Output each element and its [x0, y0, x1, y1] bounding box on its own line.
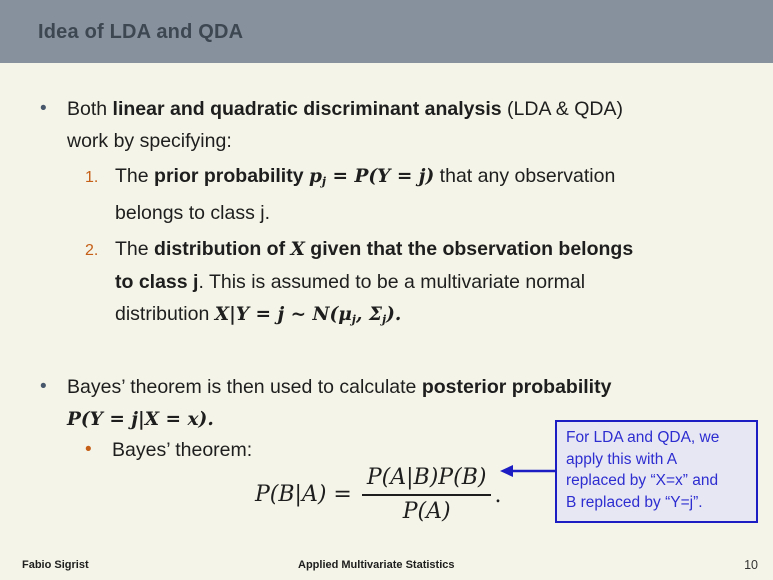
- math-subscript: j: [351, 311, 356, 326]
- text-run-bold: given that the observation belongs: [304, 237, 634, 260]
- text-run: belongs to class j.: [115, 201, 271, 224]
- text-run: (LDA & QDA): [501, 98, 623, 120]
- footer-course: Applied Multivariate Statistics: [298, 559, 455, 571]
- math-expr: , Σ: [355, 303, 382, 325]
- bullet-line: [115, 266, 633, 298]
- text-run: distribution: [115, 302, 215, 325]
- text-run-bold: prior probability: [154, 165, 309, 187]
- text-run: work by specifying:: [67, 130, 232, 152]
- callout-line: replaced by “X=x” and: [566, 472, 719, 489]
- callout-arrow-icon: [500, 464, 557, 478]
- numbered-item-text: [115, 160, 615, 229]
- bullet-line: [67, 403, 611, 436]
- bullet-line: [67, 125, 623, 157]
- callout-line: apply this with A: [566, 450, 678, 468]
- numbered-item-prior-probability: [85, 160, 757, 229]
- bullet-line: [115, 298, 633, 335]
- numbered-item-distribution: [85, 233, 757, 335]
- math-expr: X|Y = j ~ N(μ: [214, 303, 352, 325]
- sub-bullet-label: Bayes’ theorem:: [112, 438, 253, 461]
- text-run: . This is assumed to be a multivariate normal: [198, 270, 586, 293]
- footer-author: Fabio Sigrist: [22, 559, 89, 571]
- page-number: 10: [744, 558, 758, 572]
- callout-line: For LDA and QDA, we: [566, 429, 720, 446]
- math-inline: [309, 166, 434, 187]
- callout-note: [555, 420, 758, 523]
- bullet-bayes-text: [67, 371, 611, 436]
- sub-bullet-label-wrap: [112, 437, 252, 463]
- formula-lhs: P(B|A) =: [255, 481, 352, 507]
- text-run-bold: linear and quadratic discriminant analysis: [112, 98, 502, 120]
- bullet-lda-qda: [40, 93, 757, 157]
- bullet-icon: •: [40, 375, 47, 397]
- math-subscript: j: [381, 311, 387, 326]
- bullet-line: [115, 197, 615, 229]
- slide-title: Idea of LDA and QDA: [38, 21, 244, 43]
- math-var: X: [290, 238, 305, 260]
- numbered-item-text: [115, 233, 633, 335]
- bullet-icon: •: [40, 98, 47, 119]
- text-run: The: [115, 165, 155, 187]
- text-run: Both: [67, 98, 113, 120]
- formula-denominator: P(A): [402, 499, 451, 525]
- callout-line: B replaced by “Y=j”.: [566, 493, 703, 511]
- text-run-bold: to class j: [115, 270, 199, 293]
- bullet-line: [115, 233, 633, 266]
- text-run: The: [115, 237, 155, 260]
- bullet-line: [115, 160, 615, 197]
- math-inline: [215, 304, 402, 325]
- math-subscript: j: [321, 173, 327, 188]
- text-run-bold: distribution of: [154, 237, 291, 260]
- list-number: 1.: [85, 169, 99, 186]
- formula-fraction: [362, 465, 492, 526]
- math-var: p: [308, 166, 322, 187]
- text-run-bold: posterior probability: [421, 375, 612, 398]
- bullet-line: [67, 93, 623, 125]
- text-run: that any observation: [434, 165, 616, 187]
- math-expr: P(Y = j|X = x).: [67, 408, 214, 430]
- text-run: Bayes’ theorem is then used to calculate: [67, 375, 422, 398]
- math-expr: = P(Y = j): [326, 166, 435, 187]
- bullet-icon: •: [85, 438, 92, 460]
- slide-header: [0, 0, 773, 63]
- math-expr: ).: [386, 303, 402, 325]
- bullet-line: [67, 371, 611, 403]
- formula-period: .: [494, 483, 502, 509]
- list-number: 2.: [85, 241, 99, 259]
- bullet-lda-qda-text: [67, 93, 623, 157]
- formula-numerator: P(A|B)P(B): [362, 465, 492, 496]
